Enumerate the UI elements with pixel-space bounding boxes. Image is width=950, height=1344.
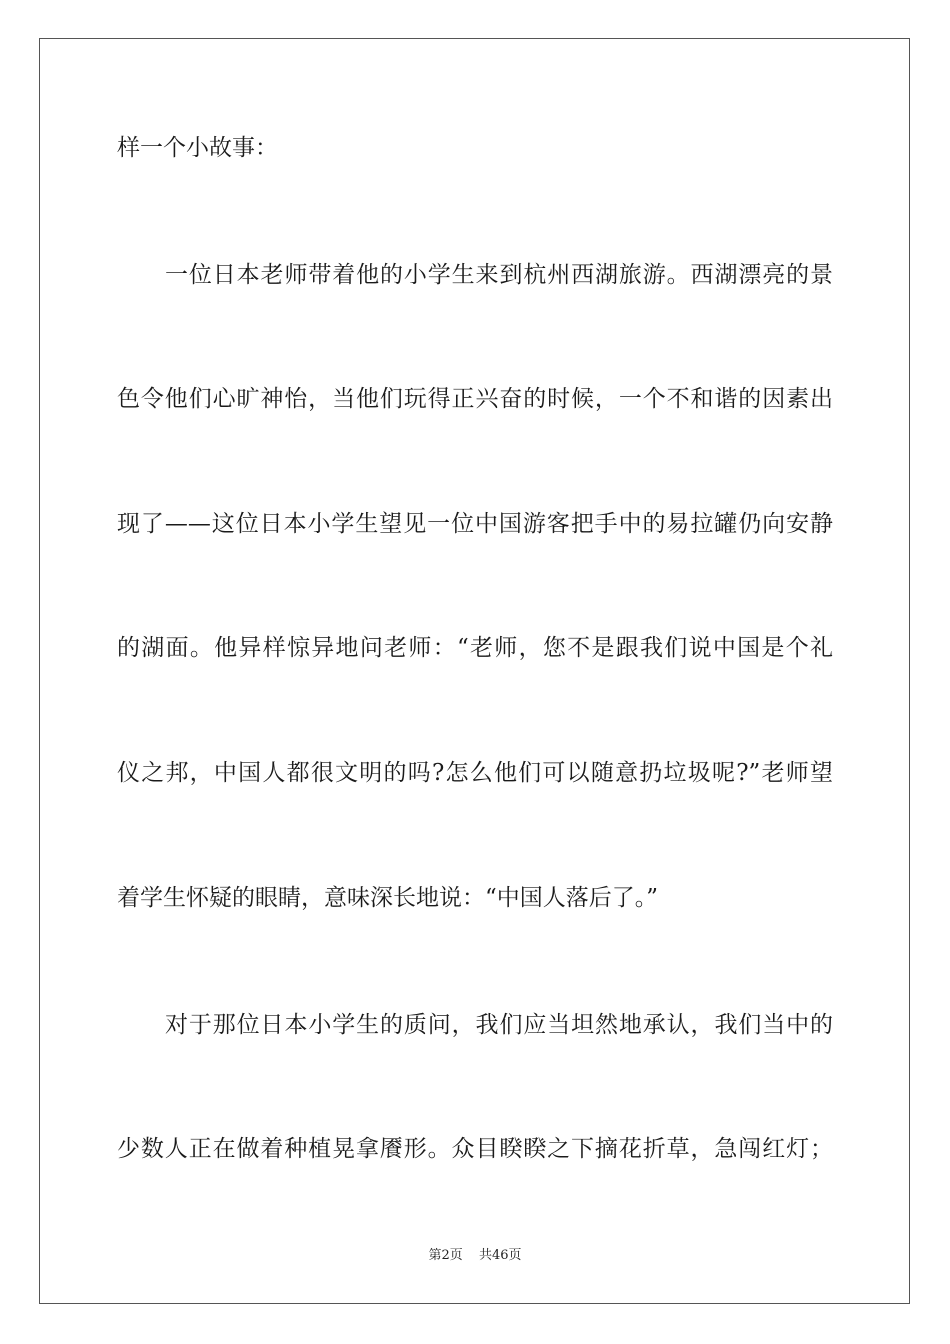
page-footer bbox=[0, 1247, 950, 1265]
text-line: 少数人正在做着种植晃拿餍形。众目睽睽之下摘花折草，急闯红灯； bbox=[117, 1136, 833, 1162]
text-line: 色令他们心旷神怡，当他们玩得正兴奋的时候，一个不和谐的因素出 bbox=[117, 386, 833, 412]
text-line: 的湖面。他异样惊异地问老师：“老师，您不是跟我们说中国是个礼 bbox=[117, 635, 833, 661]
page-total: 共46页 bbox=[478, 1248, 522, 1263]
text-line: 仪之邦，中国人都很文明的吗?怎么他们可以随意扔垃圾呢?”老师望 bbox=[117, 760, 833, 786]
text-line: 一位日本老师带着他的小学生来到杭州西湖旅游。西湖漂亮的景 bbox=[165, 262, 833, 288]
text-line: 对于那位日本小学生的质问，我们应当坦然地承认，我们当中的 bbox=[165, 1012, 833, 1038]
page-frame bbox=[39, 38, 910, 1304]
text-line: 现了——这位日本小学生望见一位中国游客把手中的易拉罐仍向安静 bbox=[117, 511, 833, 537]
text-line: 着学生怀疑的眼睛，意味深长地说：“中国人落后了。” bbox=[117, 885, 659, 911]
page-number: 第2页 bbox=[428, 1248, 463, 1263]
text-line: 样一个小故事： bbox=[117, 135, 278, 161]
